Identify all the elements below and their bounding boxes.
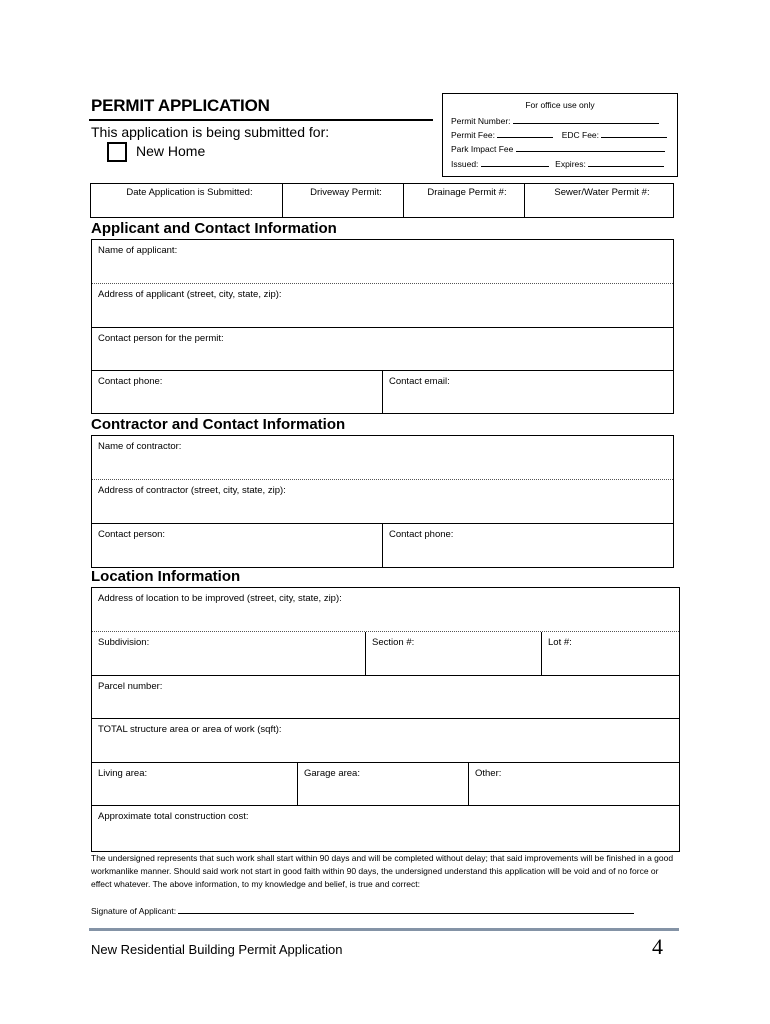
signature-field[interactable] — [178, 904, 634, 914]
permit-fee-label: Permit Fee: — [451, 130, 495, 140]
living-area-field[interactable] — [92, 763, 297, 805]
fee-line — [451, 129, 667, 140]
applicant-address-label: Address of applicant (street, city, state, zip): — [98, 289, 282, 300]
new-home-checkbox[interactable] — [107, 142, 127, 162]
applicant-phone-label: Contact phone: — [98, 376, 163, 387]
lot-label: Lot #: — [548, 637, 572, 648]
driveway-permit-field[interactable] — [283, 184, 404, 217]
applicant-name-label: Name of applicant: — [98, 245, 178, 256]
page-title: PERMIT APPLICATION — [91, 96, 270, 115]
parcel-row[interactable] — [92, 676, 679, 719]
location-address-label: Address of location to be improved (street, city, state, zip): — [98, 593, 342, 604]
issued-label: Issued: — [451, 159, 479, 169]
garage-area-field[interactable] — [297, 763, 468, 805]
page-number: 4 — [652, 934, 663, 959]
edc-fee-field[interactable] — [601, 129, 667, 138]
park-impact-fee-field[interactable] — [516, 143, 665, 152]
sewer-water-permit-field[interactable] — [525, 184, 673, 217]
permit-dates-row — [90, 183, 674, 218]
applicant-phone-field[interactable] — [92, 371, 382, 413]
signature-label: Signature of Applicant: — [91, 906, 177, 916]
living-area-label: Living area: — [98, 768, 148, 779]
contractor-person-field[interactable] — [92, 524, 382, 567]
applicant-statement: The undersigned represents that such work shall start within 90 days and will be completed without delay; that said improvements will be finished in a good workmanlike manner. Should said work not start in good faith within 90 days, the undersigned understand this application will be void and of no force or effect whatever. The above information, to my knowledge and belief, is true and correct: — [91, 853, 674, 889]
total-area-label: TOTAL structure area or area of work (sqft): — [98, 724, 282, 735]
applicant-email-label: Contact email: — [389, 376, 450, 387]
applicant-email-field[interactable] — [382, 371, 673, 413]
contractor-phone-label: Contact phone: — [389, 529, 454, 540]
contractor-phone-field[interactable] — [382, 524, 673, 567]
applicant-name-row[interactable] — [92, 240, 673, 284]
new-home-label: New Home — [136, 143, 206, 159]
expires-field[interactable] — [588, 158, 664, 167]
applicant-table — [91, 239, 674, 414]
contractor-heading: Contractor and Contact Information — [91, 416, 346, 433]
area-breakdown-row — [92, 763, 679, 806]
office-use-box — [442, 93, 678, 177]
applicant-contact-person-row[interactable] — [92, 328, 673, 371]
contractor-address-row[interactable] — [92, 480, 673, 524]
contractor-table — [91, 435, 674, 568]
applicant-address-row[interactable] — [92, 284, 673, 328]
subdivision-field[interactable] — [92, 632, 365, 675]
contractor-person-label: Contact person: — [98, 529, 166, 540]
subdivision-row — [92, 632, 679, 676]
other-area-label: Other: — [475, 768, 502, 779]
submitted-for-label: This application is being submitted for: — [91, 124, 330, 140]
applicant-contact-row — [92, 371, 673, 414]
section-label: Section #: — [372, 637, 415, 648]
location-address-row[interactable] — [92, 588, 679, 632]
permit-number-line — [451, 115, 659, 126]
cost-row[interactable] — [92, 806, 679, 852]
location-heading: Location Information — [91, 568, 241, 585]
drainage-permit-field[interactable] — [404, 184, 525, 217]
permit-number-label: Permit Number: — [451, 116, 511, 126]
applicant-contact-person-label: Contact person for the permit: — [98, 333, 224, 344]
applicant-heading: Applicant and Contact Information — [91, 220, 337, 237]
section-field[interactable] — [365, 632, 541, 675]
location-table — [91, 587, 680, 852]
contractor-name-label: Name of contractor: — [98, 441, 182, 452]
other-area-field[interactable] — [468, 763, 679, 805]
signature-line — [91, 904, 634, 916]
park-impact-line — [451, 143, 665, 154]
cost-label: Approximate total construction cost: — [98, 811, 249, 822]
contractor-contact-row — [92, 524, 673, 568]
office-use-heading: For office use only — [525, 100, 595, 110]
title-divider — [89, 119, 433, 121]
footer-title: New Residential Building Permit Application — [91, 942, 343, 957]
contractor-address-label: Address of contractor (street, city, state, zip): — [98, 485, 286, 496]
total-area-row[interactable] — [92, 719, 679, 763]
permit-fee-field[interactable] — [497, 129, 553, 138]
issued-line — [451, 158, 664, 169]
park-impact-fee-label: Park Impact Fee — [451, 144, 514, 154]
expires-label: Expires: — [555, 159, 586, 169]
drainage-permit-label: Drainage Permit #: — [427, 187, 507, 198]
garage-area-label: Garage area: — [304, 768, 360, 779]
date-submitted-label: Date Application is Submitted: — [126, 187, 253, 198]
permit-number-field[interactable] — [513, 115, 659, 124]
parcel-label: Parcel number: — [98, 681, 163, 692]
lot-field[interactable] — [541, 632, 679, 675]
issued-field[interactable] — [481, 158, 549, 167]
edc-fee-label: EDC Fee: — [561, 130, 600, 140]
footer-rule — [89, 928, 679, 931]
date-submitted-field[interactable] — [91, 184, 283, 217]
driveway-permit-label: Driveway Permit: — [310, 187, 382, 198]
contractor-name-row[interactable] — [92, 436, 673, 480]
sewer-water-permit-label: Sewer/Water Permit #: — [554, 187, 650, 198]
subdivision-label: Subdivision: — [98, 637, 150, 648]
